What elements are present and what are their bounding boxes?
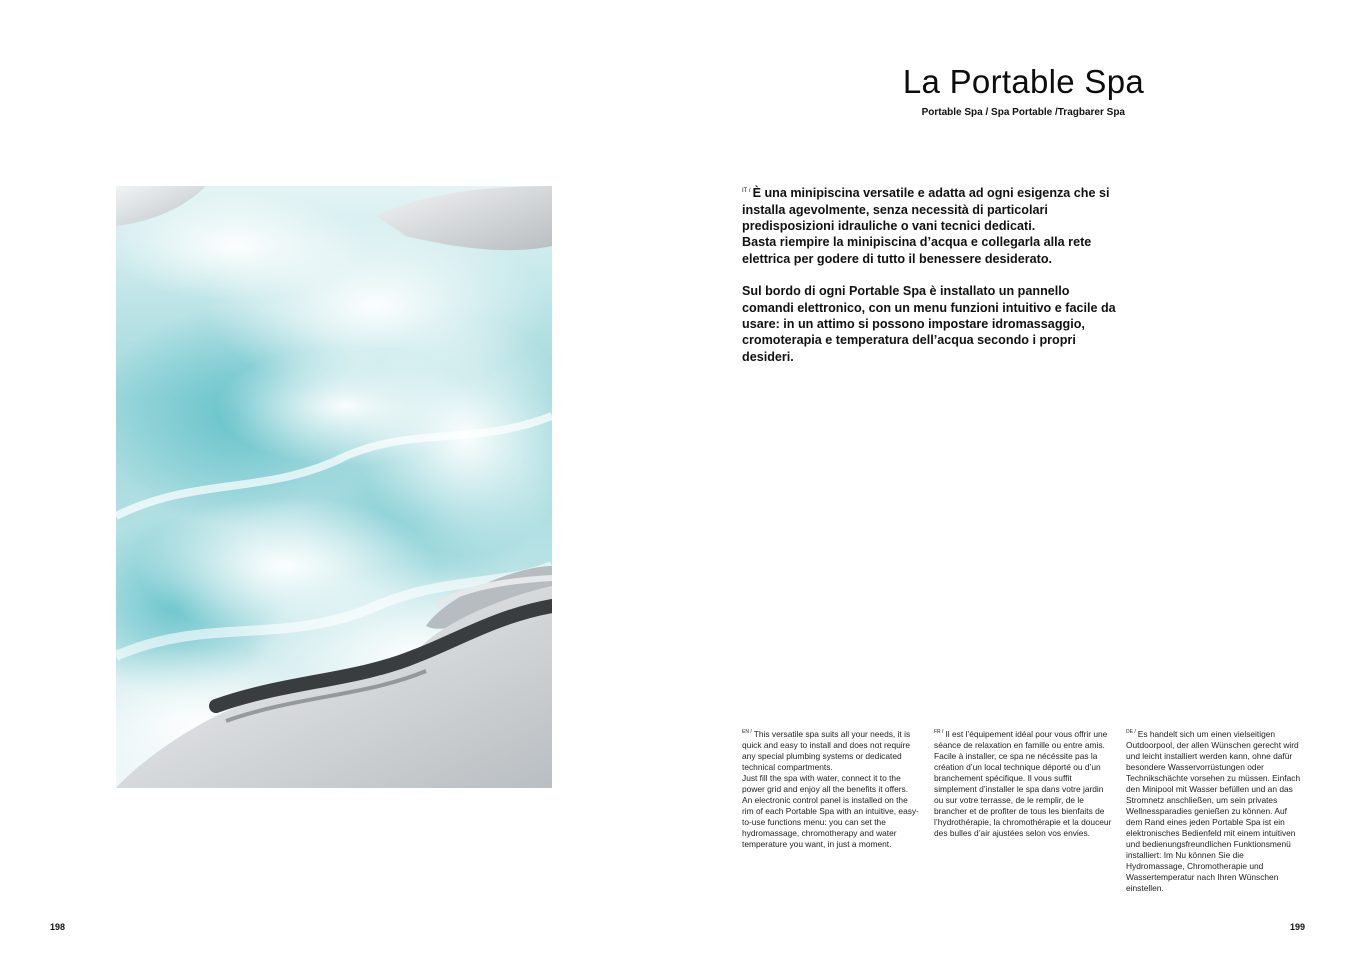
it-text-1b: Basta riempire la minipiscina d’acqua e collegarla alla rete elettrica per godere di tutto il benessere desiderato. xyxy=(742,235,1092,266)
page-subtitle: Portable Spa / Spa Portable /Tragbarer Spa xyxy=(921,107,1125,118)
italian-text-block xyxy=(742,183,1122,381)
german-text-column xyxy=(1126,727,1304,894)
spa-water-illustration xyxy=(116,186,552,788)
lang-tag-fr: FR / xyxy=(934,729,944,735)
page-number-left: 198 xyxy=(50,922,66,932)
en-text-2: Just fill the spa with water, connect it to the power grid and enjoy all the benefits it offers. xyxy=(742,772,909,794)
lang-tag-de: DE / xyxy=(1126,729,1136,735)
lang-tag-it: IT / xyxy=(742,188,751,194)
english-text-column xyxy=(742,727,920,850)
it-paragraph-2 xyxy=(742,283,1122,365)
en-text-3: An electronic control panel is installed on the rim of each Portable Spa with an intuitive, easy-to-use functions menu: you can set the hydromassage, chromotherapy and water temperature you want, in just a moment. xyxy=(742,794,919,849)
it-paragraph-1 xyxy=(742,183,1122,267)
fr-text-2: Facile à installer, ce spa ne nécéssite pas la création d’un local technique déporté ou d’un branchement spécifique. Il vous suffit simplement d’installer le spa dans votre jardin ou sur votre terrasse, de le remplir, de le brancher et de profiter de tous les bienfaits de l’hydrothérapie, la chromothérapie et la douceur des bulles d’air ajustées selon vos envies. xyxy=(934,750,1112,838)
it-text-1: È una minipiscina versatile e adatta ad ogni esigenza che si installa agevolmente, senza necessità di particolari predisposizioni idrauliche o vani tecnici dedicati. xyxy=(742,186,1110,233)
en-text-1: This versatile spa suits all your needs, it is quick and easy to install and does not require any special plumbing systems or dedicated technical compartments. xyxy=(742,728,911,772)
it-text-2: Sul bordo di ogni Portable Spa è installato un pannello comandi elettronico, con un menu funzioni intuitivo e facile da usare: in un attimo si possono impostare idromassaggio, cromoterapia e temperatura dell’acqua secondo i propri desideri. xyxy=(742,284,1116,364)
page-title: La Portable Spa xyxy=(902,63,1144,100)
spa-water-photo xyxy=(116,186,552,788)
french-text-column xyxy=(934,727,1112,839)
fr-text-1: Il est l’équipement idéal pour vous offrir une séance de relaxation en famille ou entre amis. xyxy=(934,728,1108,750)
lang-tag-en: EN / xyxy=(742,729,752,735)
page-number-right: 199 xyxy=(1290,922,1306,932)
de-text-1: Es handelt sich um einen vielseitigen Outdoorpool, der allen Wünschen gerecht wird und leicht installiert werden kann, ohne dafür besondere Wasservorrüstungen oder Technikschächte vorsehen zu müssen. Einfach den Minipool mit Wasser befüllen und an das Stromnetz anschließen, um sein privates Wellnessparadies genießen zu können. Auf dem Rand eines jeden Portable Spa ist ein elektronisches Bedienfeld mit einem intuitiven und bedienungsfreundlichen Funktionsmenü installiert: Im Nu können Sie die Hydromassage, Chromotherapie und Wassertemperatur nach Ihren Wünschen einstellen. xyxy=(1126,728,1301,893)
